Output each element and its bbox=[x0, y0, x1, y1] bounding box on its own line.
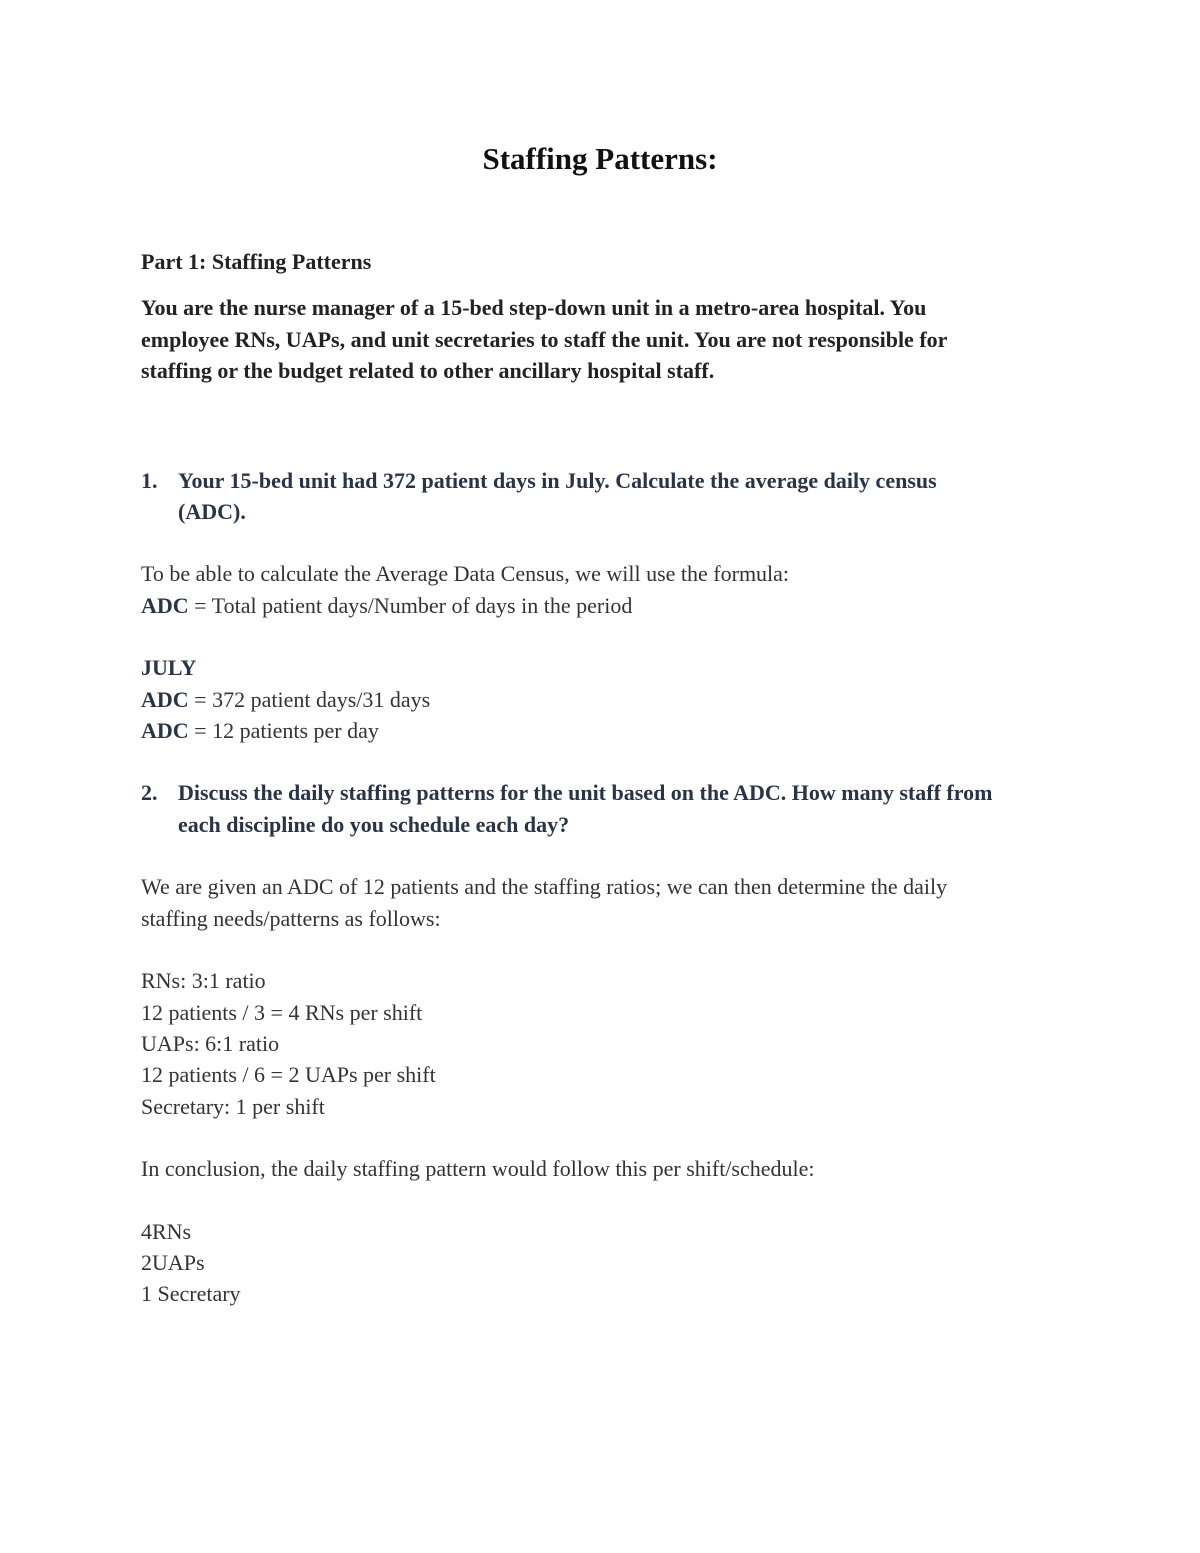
intro-line: staffing or the budget related to other ancillary hospital staff. bbox=[141, 358, 715, 384]
formula-label: ADC bbox=[141, 592, 189, 618]
answer-1 bbox=[141, 558, 1071, 746]
ratio-line: 12 patients / 3 = 4 RNs per shift bbox=[141, 999, 423, 1025]
ratio-line: UAPs: 6:1 ratio bbox=[141, 1030, 280, 1056]
ratio-line: Secretary: 1 per shift bbox=[141, 1093, 325, 1119]
ratio-list bbox=[141, 965, 1071, 1122]
question-line: Your 15-bed unit had 372 patient days in July. Calculate the average daily census bbox=[178, 467, 937, 493]
question-number: 1. bbox=[141, 467, 158, 493]
document-body bbox=[141, 246, 1071, 1310]
final-line: 2UAPs bbox=[141, 1249, 205, 1275]
answer-intro-line: staffing needs/patterns as follows: bbox=[141, 905, 441, 931]
calc-line bbox=[141, 715, 1071, 746]
intro-paragraph bbox=[141, 292, 1071, 386]
calc-text: = 372 patient days/31 days bbox=[188, 686, 431, 712]
final-line: 1 Secretary bbox=[141, 1281, 241, 1307]
question-number: 2. bbox=[141, 780, 158, 806]
month-label: JULY bbox=[141, 655, 197, 681]
calc-text: = 12 patients per day bbox=[188, 718, 379, 744]
formula-text: = Total patient days/Number of days in the period bbox=[188, 592, 633, 618]
calc-label: ADC bbox=[141, 686, 189, 712]
question-line: each discipline do you schedule each day? bbox=[178, 811, 570, 837]
calc-line bbox=[141, 684, 1071, 715]
intro-line: You are the nurse manager of a 15-bed step-down unit in a metro-area hospital. You bbox=[141, 295, 927, 321]
formula-line bbox=[141, 590, 1071, 621]
ratio-line: 12 patients / 6 = 2 UAPs per shift bbox=[141, 1062, 436, 1088]
question-line: (ADC). bbox=[178, 499, 246, 525]
ratio-line: RNs: 3:1 ratio bbox=[141, 968, 266, 994]
part-heading: Part 1: Staffing Patterns bbox=[141, 249, 372, 274]
page-title: Staffing Patterns: bbox=[482, 141, 718, 176]
calc-label: ADC bbox=[141, 718, 189, 744]
final-line: 4RNs bbox=[141, 1218, 192, 1244]
conclusion-text: In conclusion, the daily staffing pattern would follow this per shift/schedule: bbox=[141, 1156, 815, 1182]
intro-line: employee RNs, UAPs, and unit secretaries to staff the unit. You are not responsible for bbox=[141, 326, 948, 352]
answer-intro-line: We are given an ADC of 12 patients and the staffing ratios; we can then determine the daily bbox=[141, 874, 948, 900]
final-staffing-list bbox=[141, 1216, 1071, 1310]
question-1 bbox=[141, 465, 1071, 528]
question-2 bbox=[141, 777, 1071, 840]
formula-intro: To be able to calculate the Average Data Census, we will use the formula: bbox=[141, 561, 790, 587]
question-line: Discuss the daily staffing patterns for the unit based on the ADC. How many staff from bbox=[178, 780, 993, 806]
answer-2 bbox=[141, 871, 1071, 1309]
